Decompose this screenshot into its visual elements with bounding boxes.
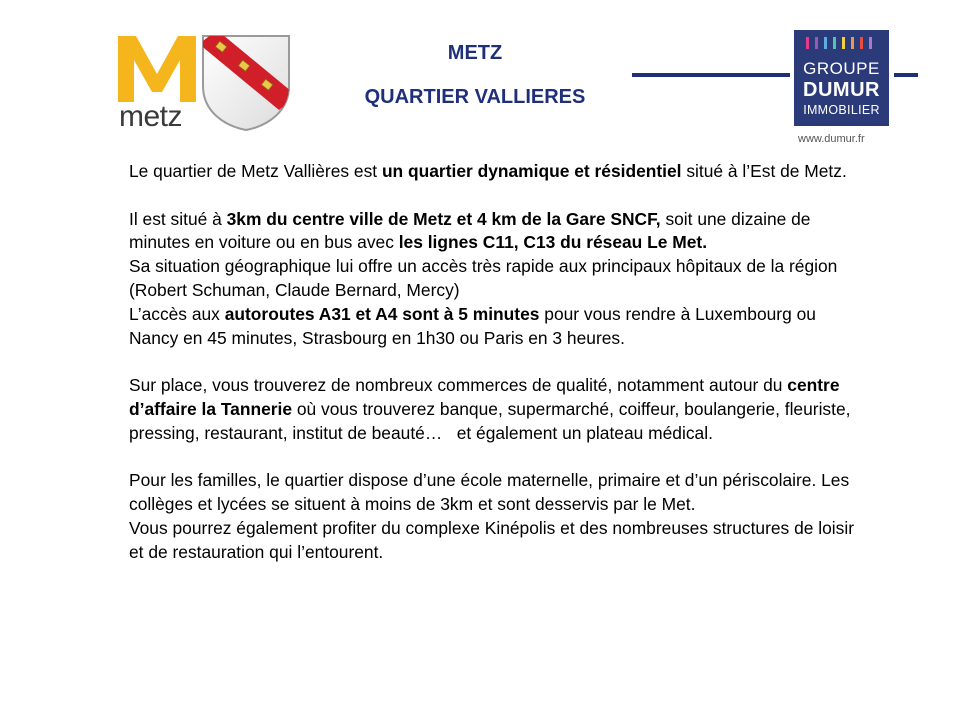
color-bars-icon (804, 36, 880, 50)
description-body (129, 160, 869, 565)
page-subtitle: QUARTIER VALLIERES (364, 86, 586, 108)
paragraph-hospitals: Sa situation géographique lui offre un accès très rapide aux principaux hôpitaux de la région (Robert Schuman, Claude Bernard, Mercy) (129, 256, 838, 300)
metz-logo-text: metz (119, 100, 183, 133)
paragraph-highways: L’accès aux autoroutes A31 et A4 sont à 5 minutes pour vous rendre à Luxembourg ou Nancy en 45 minutes, Strasbourg en 1h30 ou Paris en 3 heures. (129, 303, 816, 348)
brand-website-link[interactable]: www.dumur.fr (798, 133, 865, 145)
brand-line-groupe: GROUPE (803, 59, 880, 78)
brand-line-immobilier: IMMOBILIER (803, 103, 880, 117)
paragraph-leisure: Vous pourrez également profiter du complexe Kinépolis et des nombreuses structures de loisir et de restauration qui l’entourent. (129, 517, 854, 562)
paragraph-families: Pour les familles, le quartier dispose d’une école maternelle, primaire et d’un périscolaire. Les collèges et lycées se situent à moins de 3km et sont desservis par le Met. (129, 470, 850, 515)
metz-m-icon (118, 36, 196, 102)
paragraph-location: Il est situé à 3km du centre ville de Metz et 4 km de la Gare SNCF, soit une dizaine de minutes en voiture ou en bus avec les lignes C11, C13 du réseau Le Met. (129, 208, 811, 253)
paragraph-shops: Sur place, vous trouverez de nombreux commerces de qualité, notamment autour du centre d’affaire la Tannerie où vous trouverez banque, supermarché, coiffeur, boulangerie, fleuriste, pressing, restaurant, institut de beauté… et également un plateau médical. (129, 375, 856, 443)
header-rule-left (632, 73, 790, 77)
metz-city-logo (118, 36, 196, 134)
page-title: METZ (447, 42, 503, 64)
header-rule-right (894, 73, 918, 77)
dumur-brand-logo (794, 30, 889, 126)
brand-line-dumur: DUMUR (803, 79, 880, 101)
paragraph-intro: Le quartier de Metz Vallières est un quartier dynamique et résidentiel situé à l’Est de Metz. (129, 161, 847, 181)
lorraine-coat-of-arms-icon (201, 34, 291, 132)
